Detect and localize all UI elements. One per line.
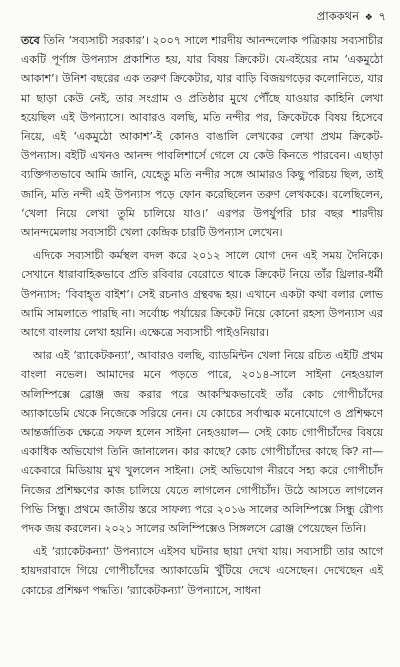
header-section-title: প্রাককথন bbox=[316, 9, 360, 23]
paragraph-3: আর এই ‘র‍্যাকেটকন্যা’, আবারও বলছি, ব্যাডমিন্টন খেলা নিয়ে রচিত এইটি প্রথম বাংলা নভেল। আমাদের মনে পড়তে পারে, ২০১৪-সালে সাইনা নেহওয়াল অলিম্পিক্সে ব্রোঞ্জ জয় করার পরে আকস্মিকভাবেই তাঁর কোচ গোপীচাঁদের অ্যাকাডেমি থেকে নিজেকে সরিয়ে নেন। যে কোচের সর্বাত্মক মনোযোগে ও প্রশিক্ষণে আন্তর্জাতিক ক্ষেত্রে সফল হলেন সাইনা নেহওয়াল— সেই কোচ গোপীচাঁদের বিষয়ে একাধিক অভিযোগ তিনি জানালেন। কার কাছে? কোচ গোপীচাঁদের কাছে কি? না—একেবারে মিডিয়ায় মুখ খুললেন সাইনা। সেই অভিযোগ নীরবে সহ্য করে গোপীচাঁদ নিজের প্রশিক্ষণের কাজ চালিয়ে যেতে লাগলেন গোপীচাঁদ। উঠে আসতে লাগলেন পিভি সিন্ধু। প্রথমে জাতীয় স্তরে সাফল্য পরে ২০১৬ সালের অলিম্পিক্সে সিন্ধু রৌপ্য পদক জয় করলেন। ২০২১ সালের অলিম্পিক্সেও সিঙ্গলসে ব্রোঞ্জ পেয়েছেন তিনি। bbox=[21, 349, 383, 536]
paragraph-1 bbox=[21, 31, 383, 242]
page-number: ৭ bbox=[378, 9, 386, 23]
paragraph-4: এই ‘র‍্যাকেটকন্যা’ উপন্যাসে এইসব ঘটনার ছায়া দেখা যায়। সব্যসাচী তার আগে হায়দরাবাদে গিয়ে গোপীচাঁদের অ্যাকাডেমি খুঁটিয়ে দেখে এসেছেন। দেখেছেন এই কোচের প্রশিক্ষণ পদ্ধতি। ‘র‍্যাকেটকন্যা’ উপন্যাসে, সাধনা bbox=[21, 545, 383, 597]
running-header bbox=[317, 8, 386, 27]
body-text bbox=[21, 31, 383, 600]
header-ornament-icon: ❖ bbox=[364, 13, 373, 23]
paragraph-1-text: তিনি ‘সব্যসাচী সরকার’। ২০০৭ সালে শারদীয় আনন্দলোক পত্রিকায় সব্যসাচীর একটি পূর্ণাঙ্গ উপন্যাস প্রকাশিত হয়, যার বিষয় ক্রিকেট। যে-বইয়ের নাম ‘একমুঠো আকাশ’। উনিশ বছরের এক তরুণ ক্রিকেটার, যার বাড়ি বিজয়গড়ের কলোনিতে, যার মা ছাড়া কেউ নেই, তার সংগ্রাম ও প্রতিষ্ঠার মুখে পৌঁছে যাওয়ার কাহিনি লেখা হয়েছিল এই উপন্যাসে। আবারও বলছি, মতি নন্দীর পর, ক্রিকেটকে বিষয় হিসেবে নিয়ে, এই ‘একমুঠো আকাশ’-ই কোনও বাঙালি লেখকের লেখা প্রথম ক্রিকেট-উপন্যাস। বইটি এখনও আনন্দ পাবলিশার্সে গেলে যে কেউ কিনতে পারবেন। এছাড়া ব্যক্তিগতভাবে আমি জানি, যেহেতু মতি নন্দীর সঙ্গে আমারও কিছু পরিচয় ছিল, তাই জানি, মতি নন্দী এই উপন্যাস পড়ে ফোন করেছিলেন তরুণ লেখককে। বলেছিলেন, ‘খেলা নিয়ে লেখা তুমি চালিয়ে যাও।’ এরপর উপর্যুপরি চার বছর শারদীয় আনন্দমেলায় সব্যসাচী খেলা কেন্দ্রিক চারটি উপন্যাস লেখেন। bbox=[21, 34, 383, 240]
paragraph-1-lead-word: তবে bbox=[21, 34, 40, 47]
paragraph-2: এদিকে সব্যসাচী কর্মস্থল বদল করে ২০১২ সালে যোগ দেন এই সময় দৈনিকে। সেখানে ধারাবাহিকভাবে প্রতি রবিবার বেরোতে থাকে ক্রিকেট নিয়ে তাঁর থ্রিলার-ধর্মী উপন্যাস: ‘বিবাহ্‌ত বাইশ’। সেই রচনাও গ্রন্থবদ্ধ হয়। এখানে একটা কথা বলার লোভ আমি সামলাতে পারছি না। সর্বোচ্চ পর্যায়ের ক্রিকেট নিয়ে কোনো রহস্য উপন্যাস এর আগে বাংলায় লেখা হয়নি। এক্ষেত্রে সব্যসাচী পাইওনিয়ার। bbox=[21, 249, 383, 340]
page-bottom-edge bbox=[0, 661, 400, 667]
